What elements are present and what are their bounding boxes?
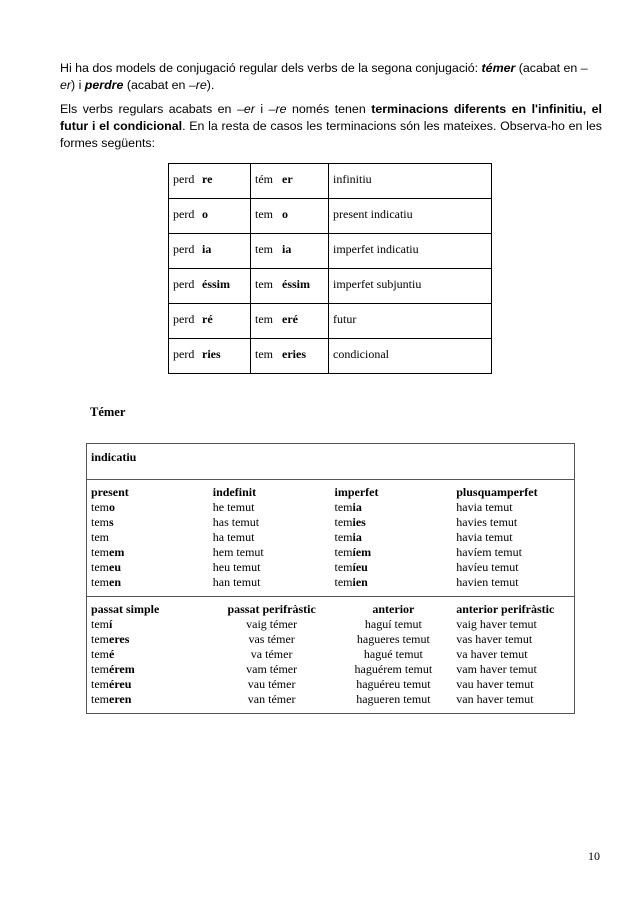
- verb-form: [91, 575, 209, 590]
- verb-form: [335, 500, 453, 515]
- ending: ia: [352, 530, 362, 544]
- verb-form: [335, 515, 453, 530]
- verb-form: [335, 545, 453, 560]
- verb-form: [91, 545, 209, 560]
- ending: ia: [282, 242, 292, 256]
- ending: érem: [109, 662, 135, 676]
- intro1-text: ) i: [71, 78, 85, 92]
- verb-form: van témer: [247, 692, 296, 706]
- tense-heading: anterior perifràstic: [456, 602, 555, 616]
- verb-form: hagueres temut: [356, 632, 430, 646]
- stem: tem: [334, 560, 353, 574]
- model-perdre: perdre: [84, 78, 124, 92]
- verb-form: van haver temut: [456, 692, 534, 706]
- intro1-text: (acabat en: [123, 78, 189, 92]
- verb-form: havien temut: [456, 575, 519, 589]
- past-tenses-row: [87, 597, 575, 714]
- perdre-form: [169, 164, 251, 199]
- verb-form: [91, 632, 209, 647]
- suffix-re: –re: [268, 102, 287, 116]
- intro2-emphasis: terminacions diferents en l'infinitiu, el futur i el condicional: [60, 102, 603, 133]
- stem: tem: [334, 515, 353, 529]
- ending: éssim: [282, 277, 310, 291]
- ending: éreu: [109, 677, 132, 691]
- tense-column: [331, 485, 453, 590]
- verb-form: va haver temut: [456, 647, 528, 661]
- verb-form: [91, 617, 209, 632]
- stem: perd: [173, 242, 195, 256]
- verb-form: havia temut: [456, 500, 513, 514]
- tense-heading: passat perifràstic: [227, 602, 316, 616]
- verb-form: hem temut: [212, 545, 264, 559]
- verb-form: haguéreu temut: [356, 677, 431, 691]
- verb-form: haguí temut: [364, 617, 422, 631]
- temer-form: [251, 164, 329, 199]
- ending: eré: [282, 312, 298, 326]
- tense-label: imperfet subjuntiu: [329, 269, 492, 304]
- perdre-form: [169, 199, 251, 234]
- verb-form: [91, 500, 209, 515]
- ending: re: [202, 172, 213, 186]
- endings-row: [169, 164, 492, 199]
- verb-form: has temut: [212, 515, 260, 529]
- verb-form: [91, 530, 209, 545]
- verb-form: [91, 677, 209, 692]
- perdre-form: [169, 339, 251, 374]
- ending: ia: [352, 500, 362, 514]
- verb-form: havíem temut: [456, 545, 522, 559]
- intro1-text: (acabat en: [515, 61, 581, 75]
- verb-form: hagué temut: [363, 647, 423, 661]
- verb-form: [335, 530, 453, 545]
- intro2-text: . En la resta de casos les terminacions són les mateixes. Observa-ho en les formes següents:: [60, 119, 602, 150]
- verb-form: vaig haver temut: [456, 617, 537, 631]
- ending: í: [109, 617, 113, 631]
- temer-form: [251, 304, 329, 339]
- verb-form: ha temut: [212, 530, 255, 544]
- verb-form: vam haver temut: [456, 662, 537, 676]
- endings-row: [169, 269, 492, 304]
- tense-heading: indefinit: [212, 485, 257, 499]
- stem: tem: [91, 575, 109, 589]
- ending: o: [109, 500, 115, 514]
- verb-form: hagueren temut: [356, 692, 431, 706]
- verb-form: vas témer: [248, 632, 295, 646]
- verb-form: [91, 515, 209, 530]
- stem: tem: [334, 575, 353, 589]
- tense-heading: imperfet: [334, 485, 379, 499]
- ending: eren: [109, 692, 132, 706]
- tense-column: [209, 602, 331, 707]
- stem: tem: [91, 500, 109, 514]
- verb-form: vau haver temut: [456, 677, 534, 691]
- perdre-form: [169, 304, 251, 339]
- intro1-text: ).: [206, 78, 215, 92]
- temer-form: [251, 339, 329, 374]
- stem: tem: [91, 530, 109, 544]
- page-number: 10: [588, 849, 600, 863]
- verb-form: [335, 560, 453, 575]
- ending: en: [109, 575, 121, 589]
- ending: ies: [352, 515, 366, 529]
- intro-paragraph-1: [60, 60, 602, 94]
- suffix-er: –er: [60, 61, 588, 92]
- stem: tem: [91, 632, 109, 646]
- stem: perd: [173, 312, 195, 326]
- ending: íem: [352, 545, 372, 559]
- verb-form: vaig témer: [246, 617, 298, 631]
- tense-heading: plusquamperfet: [456, 485, 538, 499]
- stem: perd: [173, 172, 195, 186]
- stem: tem: [91, 662, 109, 676]
- tense-label: futur: [329, 304, 492, 339]
- indicatiu-header: indicatiu: [87, 444, 575, 480]
- stem: tem: [255, 277, 273, 291]
- verb-form: havies temut: [456, 515, 518, 529]
- perdre-form: [169, 269, 251, 304]
- verb-form: [91, 662, 209, 677]
- tense-label: condicional: [329, 339, 492, 374]
- tense-heading: passat simple: [91, 602, 160, 616]
- intro-paragraph-2: [60, 101, 602, 152]
- stem: tem: [91, 677, 109, 691]
- tense-column: [452, 602, 574, 707]
- endings-row: [169, 234, 492, 269]
- stem: tem: [255, 312, 273, 326]
- stem: tem: [255, 347, 273, 361]
- ending: ries: [202, 347, 221, 361]
- intro1-text: Hi ha dos models de conjugació regular dels verbs de la segona conjugació:: [60, 61, 482, 75]
- stem: tem: [91, 515, 109, 529]
- stem: tem: [334, 530, 353, 544]
- temer-heading: Témer: [90, 405, 126, 419]
- temer-form: [251, 269, 329, 304]
- verb-form: vas haver temut: [456, 632, 533, 646]
- verb-form: havíeu temut: [456, 560, 519, 574]
- ending: eries: [282, 347, 306, 361]
- stem: tem: [91, 617, 109, 631]
- tense-column: [452, 485, 574, 590]
- endings-row: [169, 304, 492, 339]
- intro2-text: i: [254, 102, 269, 116]
- perdre-form: [169, 234, 251, 269]
- verb-form: havia temut: [456, 530, 513, 544]
- tense-column: [331, 602, 453, 707]
- tense-heading: present: [91, 485, 129, 499]
- ending: eu: [109, 560, 121, 574]
- tense-label: imperfet indicatiu: [329, 234, 492, 269]
- tense-column: [87, 485, 209, 590]
- stem: tem: [334, 545, 353, 559]
- stem: tem: [334, 500, 353, 514]
- stem: tem: [255, 207, 273, 221]
- verb-form: he temut: [212, 500, 255, 514]
- ending: eres: [109, 632, 130, 646]
- verb-form: [91, 560, 209, 575]
- verb-form: han temut: [212, 575, 261, 589]
- ending: o: [282, 207, 288, 221]
- suffix-er: –er: [236, 102, 255, 116]
- stem: perd: [173, 347, 195, 361]
- verb-form: [91, 647, 209, 662]
- temer-conjugation-table: [86, 443, 575, 714]
- verb-form: heu temut: [212, 560, 261, 574]
- tense-column: [87, 602, 209, 707]
- ending: íeu: [352, 560, 368, 574]
- stem: perd: [173, 207, 195, 221]
- verb-form: [335, 575, 453, 590]
- temer-form: [251, 199, 329, 234]
- intro2-text: Els verbs regulars acabats en: [60, 102, 237, 116]
- endings-row: [169, 199, 492, 234]
- tense-heading: anterior: [372, 602, 415, 616]
- endings-comparison-table: [168, 163, 492, 374]
- tense-column: [209, 485, 331, 590]
- verb-form: haguérem temut: [354, 662, 433, 676]
- simple-tenses-row: [87, 480, 575, 597]
- ending: ré: [202, 312, 213, 326]
- suffix-re: –re: [188, 78, 207, 92]
- verb-form: [91, 692, 209, 707]
- stem: tem: [91, 545, 109, 559]
- tense-label: present indicatiu: [329, 199, 492, 234]
- stem: tem: [91, 560, 109, 574]
- ending: er: [282, 172, 293, 186]
- tense-label: infinitiu: [329, 164, 492, 199]
- verb-form: vam témer: [246, 662, 298, 676]
- ending: s: [109, 515, 114, 529]
- ending: em: [109, 545, 125, 559]
- stem: tem: [91, 647, 109, 661]
- stem: tém: [255, 172, 273, 186]
- stem: perd: [173, 277, 195, 291]
- ending: ien: [352, 575, 368, 589]
- ending: ia: [202, 242, 212, 256]
- ending: é: [109, 647, 115, 661]
- ending: o: [202, 207, 208, 221]
- stem: tem: [91, 692, 109, 706]
- stem: tem: [255, 242, 273, 256]
- ending: éssim: [202, 277, 230, 291]
- intro2-text: només tenen: [286, 102, 372, 116]
- temer-form: [251, 234, 329, 269]
- verb-form: vau témer: [247, 677, 296, 691]
- indicatiu-header-row: [87, 444, 575, 480]
- endings-row: [169, 339, 492, 374]
- model-temer: témer: [481, 61, 516, 75]
- verb-form: va témer: [250, 647, 293, 661]
